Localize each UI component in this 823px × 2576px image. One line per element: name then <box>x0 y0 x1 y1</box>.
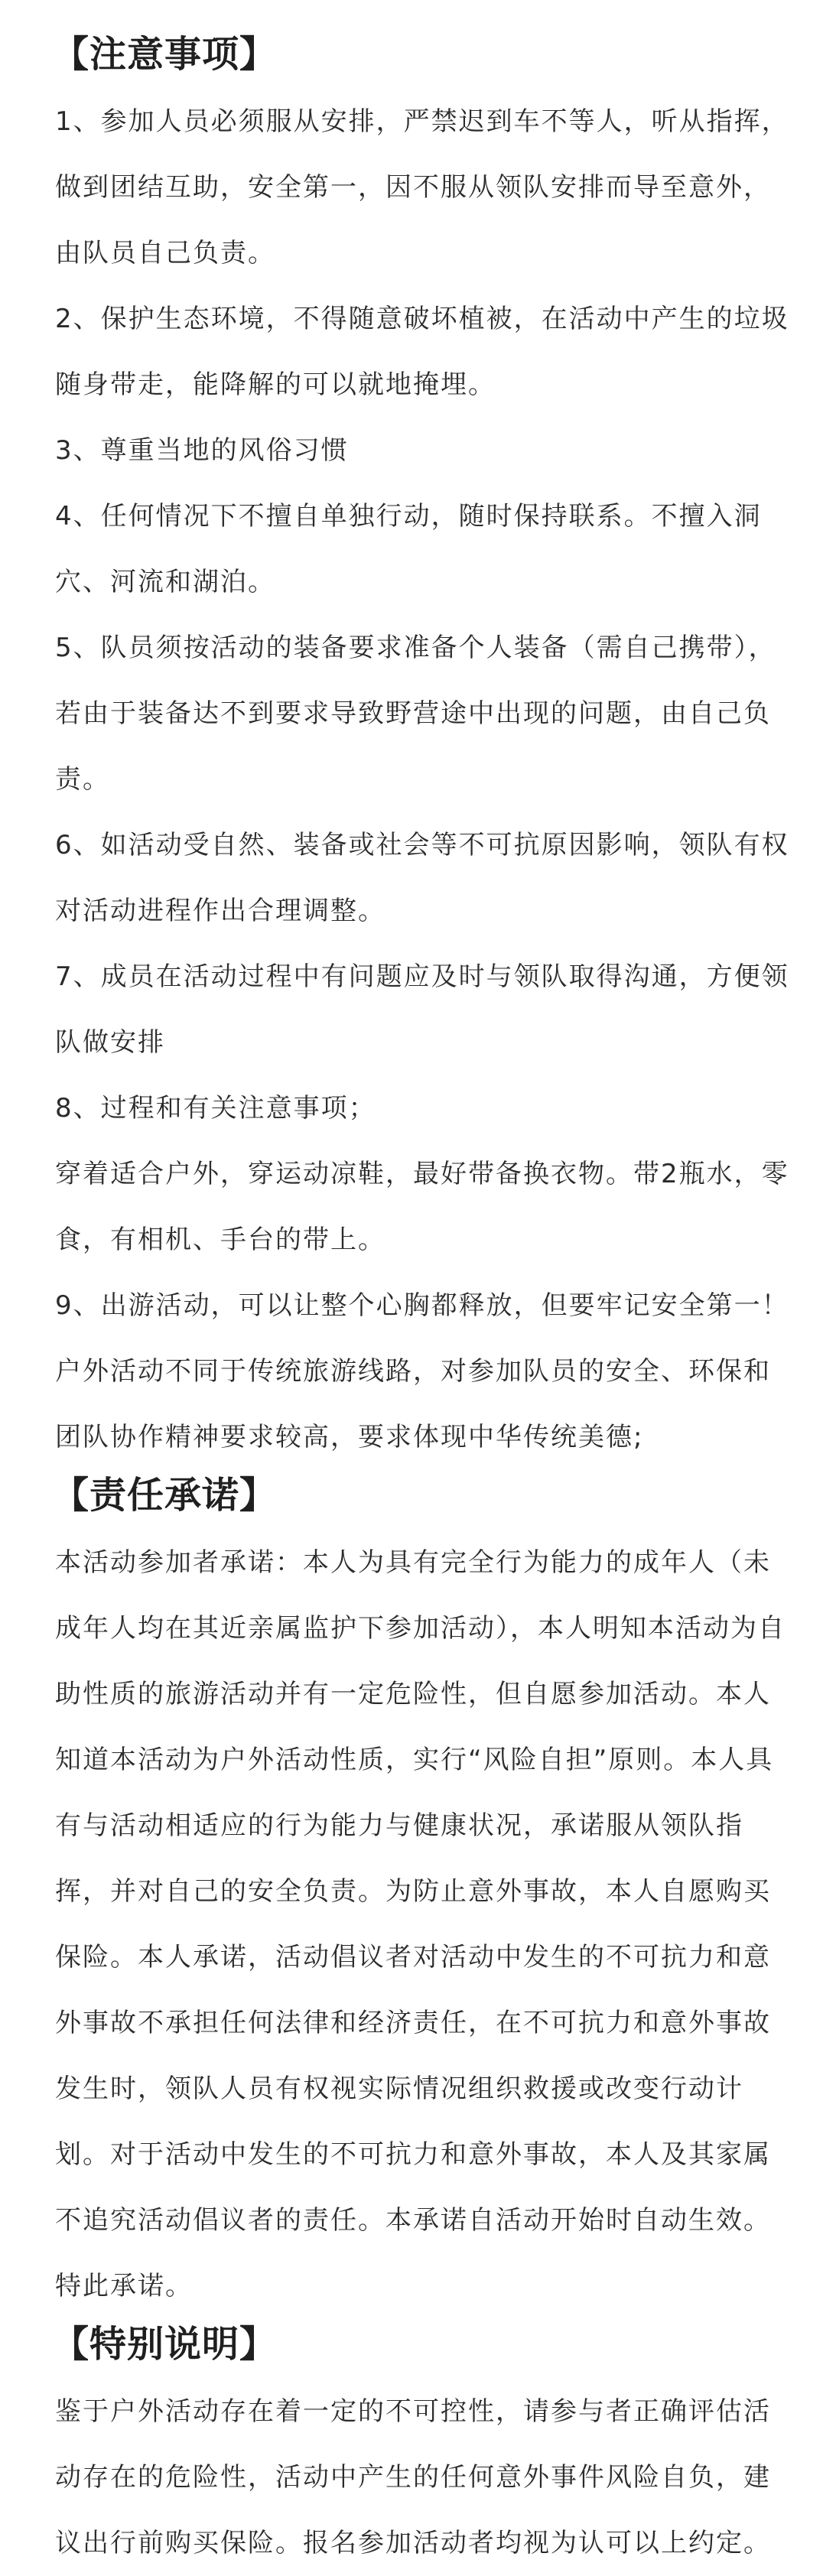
commitment-text: 本活动参加者承诺：本人为具有完全行为能力的成年人（未成年人均在其近亲属监护下参加活动），本人明知本活动为自助性质的旅游活动并有一定危险性，但自愿参加活动。本人知道本活动为户外活动性质，实行“风险自担”原则。本人具有与活动相适应的行为能力与健康状况，承诺服从领队指挥，并对自己的安全负责。为防止意外事故，本人自愿购买保险。本人承诺，活动倡议者对活动中发生的不可抗力和意外事故不承担任何法律和经济责任，在不可抗力和意外事故发生时，领队人员有权视实际情况组织救援或改变行动计划。对于活动中发生的不可抗力和意外事故，本人及其家属不追究活动倡议者的责任。本承诺自活动开始时自动生效。特此承诺。 <box>55 1547 786 2301</box>
section-title-commitment: 【责任承诺】 <box>52 1474 278 1517</box>
section-title-special: 【特别说明】 <box>52 2323 278 2366</box>
note-closing: 户外活动不同于传统旅游线路，对参加队员的安全、环保和团队协作精神要求较高，要求体现中华传统美德; <box>55 1356 771 1452</box>
special-text: 鉴于户外活动存在着一定的不可控性，请参与者正确评估活动存在的危险性，活动中产生的任何意外事件风险自负，建议出行前购买保险。报名参加活动者均视为认可以上约定。 <box>55 2396 771 2558</box>
note-7: 7、成员在活动过程中有问题应及时与领队取得沟通，方便领队做安排 <box>55 961 789 1058</box>
note-2: 2、保护生态环境，不得随意破坏植被，在活动中产生的垃圾随身带走，能降解的可以就地掩埋。 <box>55 304 789 400</box>
note-5: 5、队员须按活动的装备要求准备个人装备（需自己携带），若由于装备达不到要求导致野营途中出现的问题，由自己负责。 <box>55 633 776 795</box>
section-special <box>52 2319 791 2576</box>
note-8: 8、过程和有关注意事项； <box>55 1093 376 1124</box>
note-1: 1、参加人员必须服从安排，严禁迟到车不等人，听从指挥，做到团结互助，安全第一，因不服从领队安排而导至意外，由队员自己负责。 <box>55 106 789 268</box>
note-4: 4、任何情况下不擅自单独行动，随时保持联系。不擅入洞穴、河流和湖泊。 <box>55 501 762 597</box>
note-8-detail: 穿着适合户外，穿运动凉鞋，最好带备换衣物。带2瓶水，零食，有相机、手台的带上。 <box>55 1159 789 1255</box>
section-commitment <box>52 1470 791 2319</box>
section-title-notes: 【注意事项】 <box>52 33 278 76</box>
note-9: 9、出游活动，可以让整个心胸都释放，但要牢记安全第一！ <box>55 1290 789 1321</box>
note-6: 6、如活动受自然、装备或社会等不可抗原因影响，领队有权对活动进程作出合理调整。 <box>55 830 789 926</box>
section-notes <box>52 29 791 1470</box>
note-3: 3、尊重当地的风俗习惯 <box>55 435 349 466</box>
